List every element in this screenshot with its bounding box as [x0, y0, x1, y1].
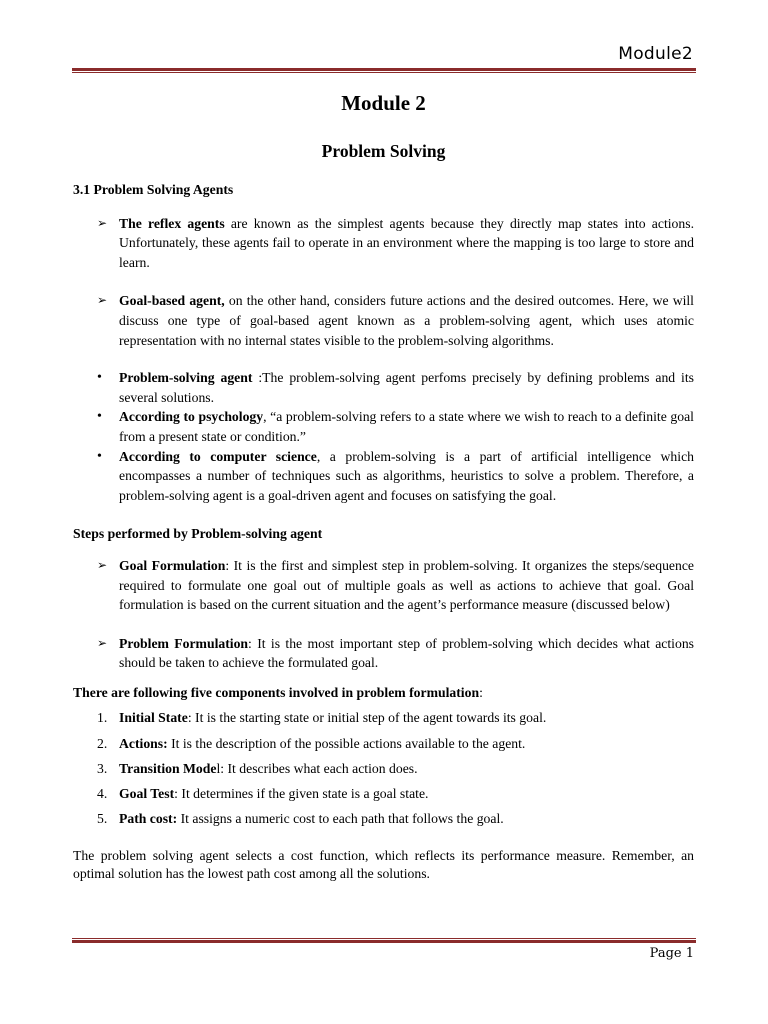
- list-item: 4. Goal Test: It determines if the given state is a goal state.: [97, 785, 429, 801]
- page-title: Module 2: [341, 91, 426, 115]
- round-bullet-icon: •: [97, 409, 102, 425]
- section-heading-agents: 3.1 Problem Solving Agents: [73, 182, 234, 197]
- page-subtitle: Problem Solving: [321, 141, 446, 161]
- closing-paragraph: The problem solving agent selects a cost function, which reflects its performance measure. Remember, an optimal solution has the lowest path cost among all the solutions.: [73, 848, 694, 882]
- arrowhead-bullet-icon: ➢: [97, 293, 108, 308]
- page-number: Page 1: [649, 946, 694, 961]
- section-heading-steps: Steps performed by Problem-solving agent: [73, 526, 323, 542]
- list-item: • According to computer science, a problem-solving is a part of artificial intelligence which encompasses a number of techniques such as algorithms, heuristics to solve a problem. Therefore, a problem-solving agent is a goal-driven agent and focuses on satisfying the goal.: [97, 448, 694, 503]
- arrowhead-bullet-icon: ➢: [97, 215, 108, 230]
- round-bullet-icon: •: [97, 370, 102, 386]
- list-item: • Problem-solving agent :The problem-solving agent perfoms precisely by defining problems and its several solutions.: [97, 370, 694, 405]
- list-item: • According to psychology, “a problem-solving refers to a state where we wish to reach to a definite goal from a present state or condition.”: [97, 409, 694, 444]
- footer-rule: [72, 938, 696, 943]
- list-item: 1. Initial State: It is the starting state or initial step of the agent towards its goal.: [97, 710, 547, 726]
- page-body: [73, 88, 694, 883]
- round-bullet-icon: •: [97, 448, 102, 464]
- list-item: ➢ Goal-based agent, on the other hand, considers future actions and the desired outcomes. Here, we will discuss one type of goal-based agent known as a problem-solving agent, which uses atomic representation with no internal states visible to the problem-solving algorithms.: [97, 293, 694, 348]
- arrowhead-bullet-icon: ➢: [97, 635, 108, 650]
- list-item: 2. Actions: It is the description of the possible actions available to the agent.: [97, 735, 526, 751]
- section-heading-components: There are following five components involved in problem formulation:: [73, 684, 483, 700]
- header-rule: [72, 68, 696, 73]
- arrowhead-bullet-icon: ➢: [97, 557, 108, 572]
- list-item: 5. Path cost: It assigns a numeric cost to each path that follows the goal.: [97, 810, 504, 826]
- list-item: ➢ Goal Formulation: It is the first and simplest step in problem-solving. It organizes the steps/sequence required to formulate one goal out of multiple goals as well as actions to achieve that goal. Goal formulation is based on the current situation and the agent’s performance measure (discussed below): [97, 557, 694, 613]
- list-item: ➢ The reflex agents are known as the simplest agents because they directly map states into actions. Unfortunately, these agents fail to operate in an environment where the mapping is too large to store and learn.: [97, 215, 694, 270]
- list-item: 3. Transition Model: It describes what each action does.: [97, 760, 418, 776]
- list-item: ➢ Problem Formulation: It is the most important step of problem-solving which decides what actions should be taken to achieve the formulated goal.: [97, 635, 694, 671]
- running-header: Module2: [618, 44, 693, 64]
